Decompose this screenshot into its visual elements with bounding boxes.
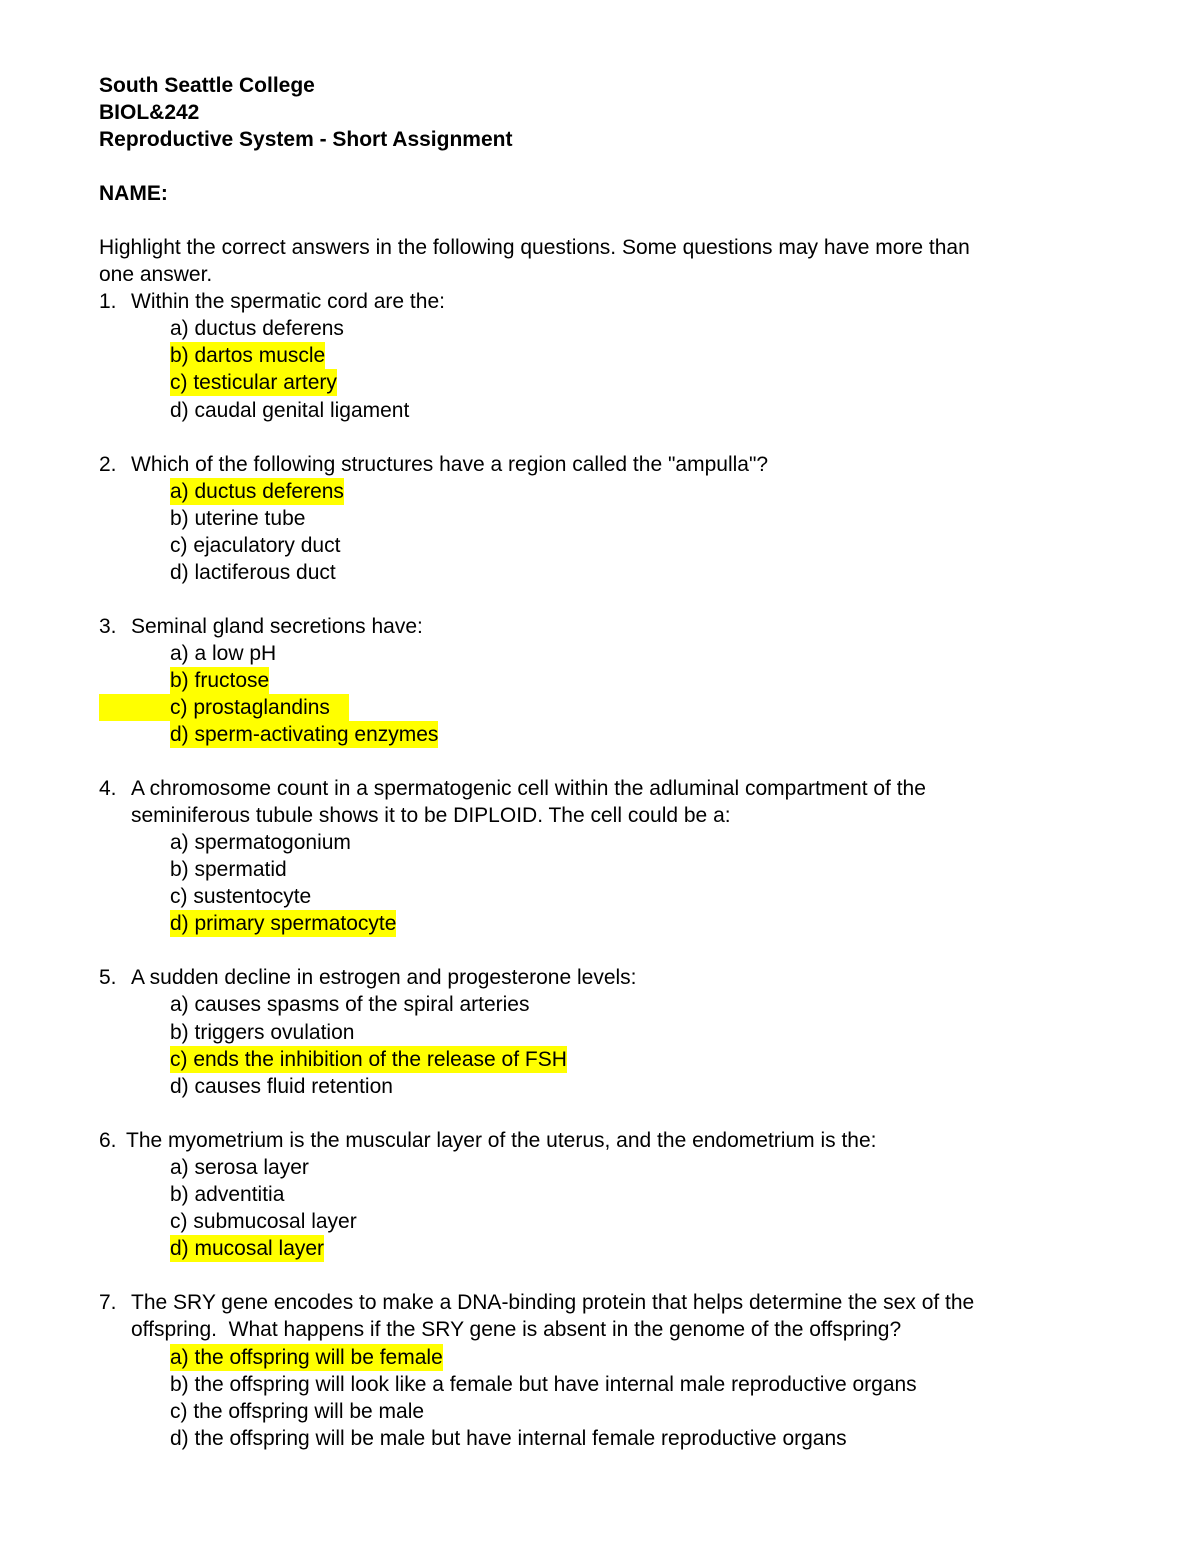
college-name: South Seattle College — [99, 74, 315, 97]
question-text-line-1: The SRY gene encodes to make a DNA-binding protein that helps determine the sex of the — [131, 1291, 975, 1314]
question-text: Within the spermatic cord are the: — [131, 290, 445, 313]
question-number: 6. — [99, 1129, 117, 1152]
option-a: a) the offspring will be female — [170, 1346, 443, 1369]
option-b: b) fructose — [170, 669, 270, 692]
option-a: a) a low pH — [170, 642, 277, 665]
option-d: d) causes fluid retention — [170, 1075, 393, 1098]
option-d: d) sperm-activating enzymes — [170, 723, 439, 746]
option-b: b) uterine tube — [170, 507, 306, 530]
question-text: Seminal gland secretions have: — [131, 615, 423, 638]
option-b: b) spermatid — [170, 858, 287, 881]
option-a: a) ductus deferens — [170, 317, 344, 340]
option-a: a) causes spasms of the spiral arteries — [170, 993, 530, 1016]
question-number: 2. — [99, 453, 117, 476]
course-code: BIOL&242 — [99, 101, 200, 124]
option-d: d) lactiferous duct — [170, 561, 336, 584]
option-a: a) spermatogonium — [170, 831, 351, 854]
option-d: d) caudal genital ligament — [170, 399, 410, 422]
option-c: c) sustentocyte — [170, 885, 312, 908]
question-number: 4. — [99, 777, 117, 800]
question-text-line-2: offspring. What happens if the SRY gene is absent in the genome of the offspring? — [131, 1318, 902, 1341]
question-number: 7. — [99, 1291, 117, 1314]
instructions-line-1: Highlight the correct answers in the following questions. Some questions may have more than — [99, 236, 970, 259]
instructions-line-2: one answer. — [99, 263, 213, 286]
option-c: c) testicular artery — [170, 371, 337, 394]
question-text: The myometrium is the muscular layer of the uterus, and the endometrium is the: — [126, 1129, 877, 1152]
option-c: c) the offspring will be male — [170, 1400, 425, 1423]
option-b: b) triggers ovulation — [170, 1021, 355, 1044]
option-b: b) dartos muscle — [170, 344, 326, 367]
option-c: c) ends the inhibition of the release of FSH — [170, 1048, 567, 1071]
option-d: d) primary spermatocyte — [170, 912, 397, 935]
option-b: b) adventitia — [170, 1183, 285, 1206]
question-text: A sudden decline in estrogen and progesterone levels: — [131, 966, 637, 989]
option-a: a) ductus deferens — [170, 480, 344, 503]
option-c: c) ejaculatory duct — [170, 534, 341, 557]
assignment-title: Reproductive System - Short Assignment — [99, 128, 513, 151]
question-number: 5. — [99, 966, 117, 989]
option-d: d) the offspring will be male but have internal female reproductive organs — [170, 1427, 847, 1450]
question-text-line-1: A chromosome count in a spermatogenic cell within the adluminal compartment of the — [131, 777, 926, 800]
option-c: c) submucosal layer — [170, 1210, 357, 1233]
question-number: 3. — [99, 615, 117, 638]
option-b: b) the offspring will look like a female but have internal male reproductive organs — [170, 1373, 917, 1396]
question-text-line-2: seminiferous tubule shows it to be DIPLOID. The cell could be a: — [131, 804, 731, 827]
option-a: a) serosa layer — [170, 1156, 309, 1179]
question-number: 1. — [99, 290, 117, 313]
option-d: d) mucosal layer — [170, 1237, 325, 1260]
question-text: Which of the following structures have a region called the "ampulla"? — [131, 453, 769, 476]
name-label: NAME: — [99, 182, 168, 205]
option-c: c) prostaglandins — [170, 696, 330, 719]
